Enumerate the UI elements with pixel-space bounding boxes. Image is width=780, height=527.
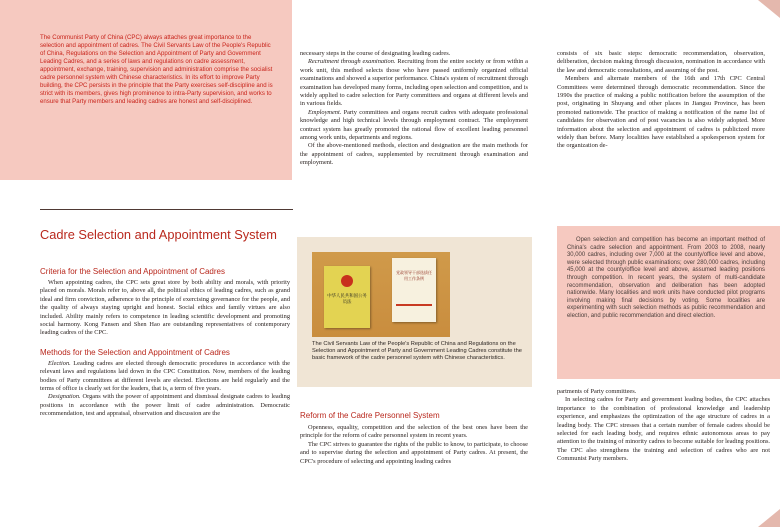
text-column-right-bottom <box>557 388 770 464</box>
paragraph: Members and alternate members of the 16th and 17th CPC Central Committees were determined through democratic recommendation. Since the 1990s the practice of making a public notification before the assumption of the post, originating in Shuyang and other places in Jiangsu Province, has been promoted nationwide. The practice of making a notification of the name list of candidates for observation and of post vacancies is also widely adopted. More information about the selection and appointment of cadres is publicized more widely than before. Many localities have established a spokesperson system for the organization de- <box>557 75 765 150</box>
subsection-title: Criteria for the Selection and Appointment of Cadres <box>40 267 225 276</box>
paragraph <box>300 109 528 143</box>
paragraph: The CPC strives to guarantee the rights of the public to know, to participate, to choose and to supervise during the selection and appointment of Party cadres. At present, the CPC's procedure of selecting and appointing leading cadres <box>300 440 528 465</box>
figure-caption: The Civil Servants Law of the People's Republic of China and Regulations on the Selection and Appointment of Party and Government Leading Cadres constitute the basic framework of the cadre personnel system with Chinese characteristics. <box>312 341 522 362</box>
run-in-heading: Designation. <box>48 393 81 401</box>
national-emblem-icon <box>341 275 353 287</box>
paragraph: Openness, equality, competition and the selection of the best ones have been the principle for the reform of cadre personnel system in recent years. <box>300 424 528 440</box>
cover-stripe <box>396 304 432 306</box>
paragraph-text: Party committees and organs recruit cadres with adequate professional knowledge and high technical levels through employment contract. The employment contract system has greatly promoted the rational flow of excellent leading personnel among work units, departments and regions. <box>300 108 528 142</box>
subsection-title: Methods for the Selection and Appointment of Cadres <box>40 347 230 357</box>
paragraph <box>40 360 290 394</box>
civil-servants-law-book <box>324 266 370 328</box>
run-in-heading: Employment. <box>308 108 342 116</box>
book-title: 党政领导干部选拔任用工作条例 <box>396 270 432 281</box>
text-column-middle-top <box>300 50 528 168</box>
books-photo <box>312 252 450 337</box>
text-column-left <box>40 267 290 419</box>
intro-text: The Communist Party of China (CPC) always attaches great importance to the selection and appointment of cadres. The Civil Servants Law of the People's Republic of China, Regulations on the Selection and Appointment of Party and Government Leading Cadres, and a series of laws and regulations on cadre assessment, appointment, exchange, training, supervision and administration comprise the socialist cadre personnel system with Chinese characteristics. In its effort to improve Party building, the CPC persists in the principle that the Party exercises self-discipline and is strict with its members, gives high prominence to intra-Party supervision, and works to ensure that Party members and leading cadres are honest and self-disciplined. <box>40 34 273 105</box>
book-title: 中华人民共和国公务员法 <box>327 294 367 305</box>
text-column-right-top <box>557 50 765 151</box>
section-divider <box>40 209 293 210</box>
paragraph-text: Organs with the power of appointment and dismissal designate cadres to leading positions in accordance with the power limit of cadre administration. Democratic recommendation, test and appraisal, observation and discussion are the <box>40 393 290 418</box>
corner-decoration-top <box>758 0 780 18</box>
paragraph: necessary steps in the course of designating leading cadres. <box>300 50 451 57</box>
paragraph: When appointing cadres, the CPC sets great store by both ability and morals, with priority placed on morals. Morals refer to, above all, the political ethics of leading cadres, such as grand ideal and firm conviction, adherence to the principle of exercising governance for the people, and the quality of always staying upright and honest. Social ethics and family virtues are also included. Ability mainly refers to competence in leading scientific development and promoting social harmony. Kong Fansen and Shen Hao are outstanding representatives of contemporary leading cadres of the CPC. <box>40 279 290 337</box>
paragraph-text: Recruiting from the entire society or from within a work unit, this method selects those who have passed uniformly organized official examinations and showed a superior performance. China's system of recruitment through examination has developed many forms, including open selection and competition, and is widely applied to cadre selection for Party committees and organs at different levels and in various fields. <box>300 58 529 108</box>
run-in-heading: Recruitment through examination. <box>308 58 396 66</box>
run-in-heading: Election. <box>48 359 71 367</box>
corner-decoration-bottom <box>758 509 780 527</box>
paragraph: Of the above-mentioned methods, election and designation are the main methods for the appointment of cadres, supplemented by recruitment through examination and employment. <box>300 142 528 167</box>
section-title: Cadre Selection and Appointment System <box>40 227 277 242</box>
paragraph: partments of Party committees. <box>557 388 637 395</box>
subsection-title: Reform of the Cadre Personnel System <box>300 411 440 420</box>
paragraph: In selecting cadres for Party and government leading bodies, the CPC attaches importance to the combination of professional knowledge and leadership experience, and emphasizes the optimization of the age structure of cadres in a leading body. The CPC stresses that a certain number of female cadres should be selected for each leading body, and requires ethnic autonomous areas to pay attention to the training of minority cadres to become suitable for leading positions. The CPC also strengthens the training and selection of cadres who are not Communist Party members. <box>557 396 770 463</box>
paragraph <box>40 393 290 418</box>
side-note-text: Open selection and competition has become an important method of China's cadre selection and appointment. From 2003 to 2008, nearly 30,000 cadres, including over 7,000 at the county/office level and above, were selected through public examinations; over 280,000 cadres, including 45,000 at the county/office level and above, assumed leading positions through competition. In recent years, the system of multi-candidate recommendation, observation and deliberation has been adopted nationwide. Many localities and work units have conducted pilot programs involving making final decisions by voting. Some localities are experimenting with such selection methods as public recommendation and election, and public recommendation and direct election. <box>567 237 765 319</box>
paragraph <box>300 58 528 108</box>
paragraph: consists of six basic steps: democratic recommendation, observation, deliberation, decision making through discussion, nomination in accordance with the law and democratic consultations, and assuming of the post. <box>557 50 765 74</box>
paragraph-text: Leading cadres are elected through democratic procedures in accordance with the relevant laws and regulations laid down in the CPC Constitution. Now, members of the leading bodies of Party committees at different levels are elected. Elections are held regularly and the terms of office is clearly set for the leaders, that is, a term of five years. <box>40 359 290 393</box>
regulations-book <box>392 258 436 322</box>
text-column-middle-bottom <box>300 411 528 466</box>
